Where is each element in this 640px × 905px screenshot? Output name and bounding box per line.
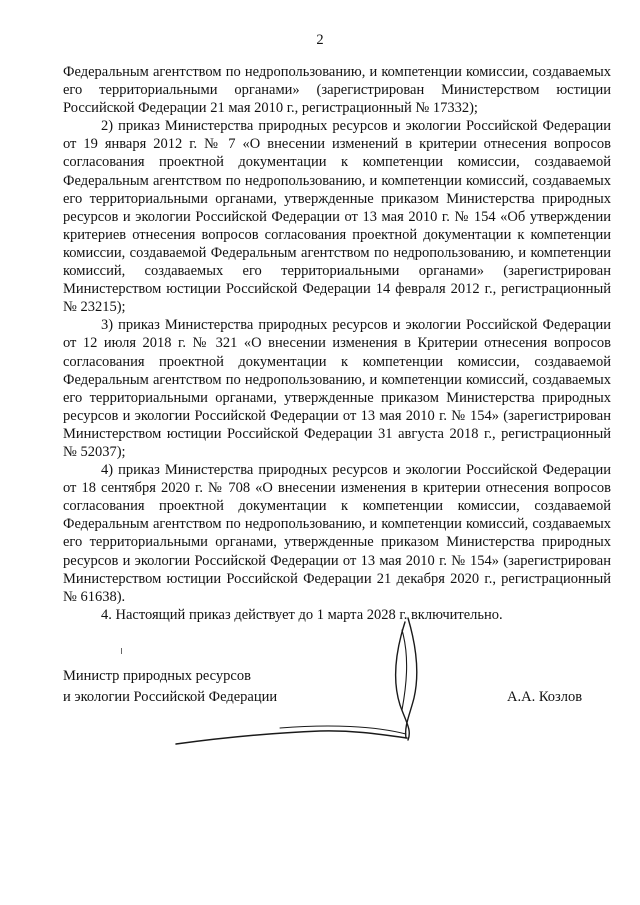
signatory-name: А.А. Козлов [507,689,583,705]
document-body [63,63,611,624]
paragraph-item-3: 3) приказ Министерства природных ресурсов и экологии Российской Федерации от 12 июля 2018 г. № 321 «О внесении изменения в Критерии отнесения вопросов согласования проектной документации к компетенции комиссии, создаваемой Федеральным агентством по недропользованию, и компетенции комиссий, создаваемых его территориальными органами, утвержденные приказом Министерства природных ресурсов и экологии Российской Федерации от 13 мая 2010 г. № 154» (зарегистрирован Министерством юстиции Российской Федерации 31 августа 2018 г., регистрационный № 52037); [63,317,611,460]
scan-mark [121,648,122,654]
signatory-title [63,666,277,708]
paragraph-continuation: Федеральным агентством по недропользованию, и компетенции комиссии, создаваемых его территориальными органами» (зарегистрирован Министерством юстиции Российской Федерации 21 мая 2010 г., регистрационный № 17332); [63,64,611,117]
paragraph-clause-4: 4. Настоящий приказ действует до 1 марта 2028 г. включительно. [101,606,503,623]
paragraph-item-4: 4) приказ Министерства природных ресурсов и экологии Российской Федерации от 18 сентября 2020 г. № 708 «О внесении изменения в критерии отнесения вопросов согласования проектной документации к компетенции комиссии, создаваемой Федеральным агентством по недропользованию, и компетенции комиссий, создаваемых его территориальными органами, утвержденные приказом Министерства природных ресурсов и экологии Российской Федерации от 13 мая 2010 г. № 154» (зарегистрирован Министерством юстиции Российской Федерации 21 декабря 2020 г., регистрационный № 61638). [63,462,611,605]
page-number: 2 [316,32,324,48]
signatory-title-line-2: и экологии Российской Федерации [63,689,278,705]
signatory-title-line-1: Министр природных ресурсов [63,668,251,684]
paragraph-item-2: 2) приказ Министерства природных ресурсов и экологии Российской Федерации от 19 января 2012 г. № 7 «О внесении изменений в критерии отнесения вопросов согласования проектной документации к компетенции комиссии, создаваемой Федеральным агентством по недропользованию, и компетенции комиссий, создаваемых его территориальными органами, утвержденные приказом Министерства природных ресурсов и экологии Российской Федерации от 13 мая 2010 г. № 154 «Об утверждении критериев отнесения вопросов согласования проектной документации к компетенции комиссии, создаваемой Федеральным агентством по недропользованию, и компетенции комиссий, создаваемых его территориальными органами» (зарегистрирован Министерством юстиции Российской Федерации 14 февраля 2012 г., регистрационный № 23215); [63,118,611,316]
